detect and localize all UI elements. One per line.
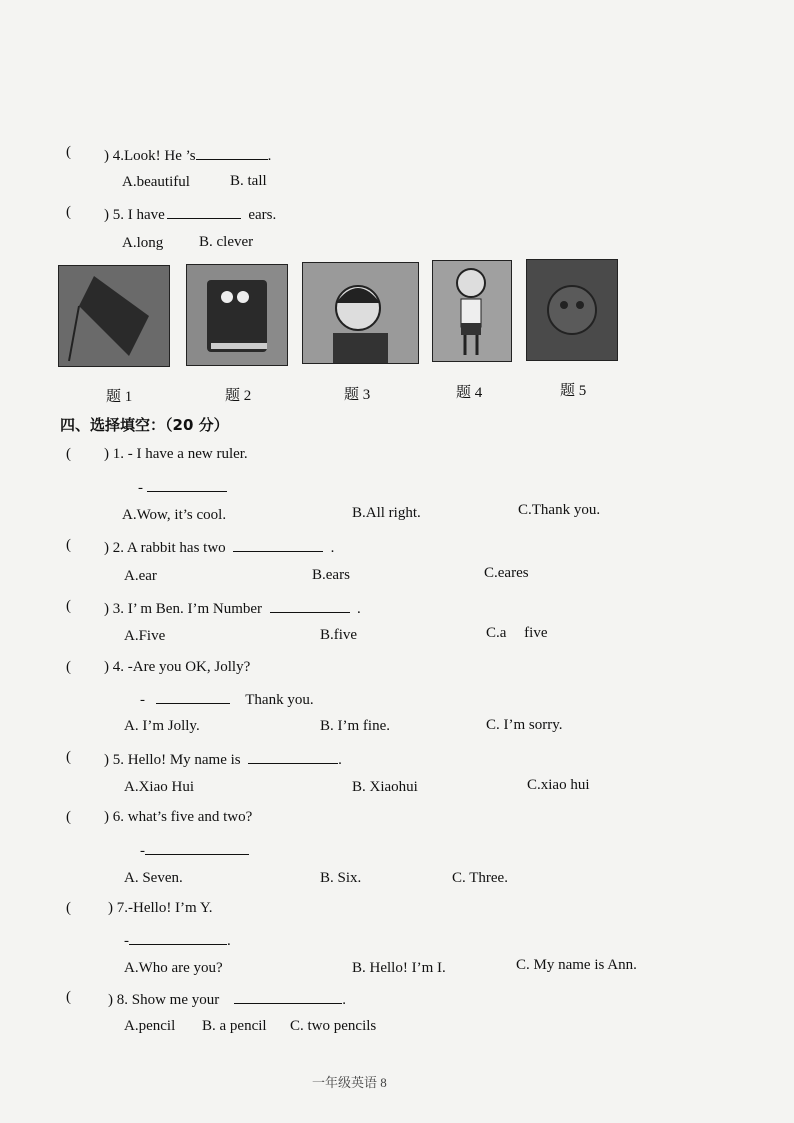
reply-line — [124, 930, 231, 950]
question-p3-4 — [104, 145, 271, 165]
picture-2-book — [186, 264, 288, 366]
reply-line — [140, 689, 314, 709]
option-c: C. I’m sorry. — [486, 717, 563, 733]
question-4-3 — [104, 598, 361, 618]
question-4-2 — [104, 537, 334, 557]
option-c: C.xiao hui — [527, 777, 590, 793]
punct: . — [338, 752, 342, 768]
question-text: ) 5. Hello! My name is — [104, 752, 241, 768]
caption-2: 题 2 — [225, 388, 252, 404]
dash: - — [140, 692, 145, 708]
answer-paren: ( — [66, 809, 71, 825]
option-b: B. clever — [199, 234, 254, 250]
question-4-5 — [104, 749, 342, 769]
question-text: ) 5. I have — [104, 207, 165, 223]
reply-line — [138, 477, 227, 497]
punct: . — [227, 933, 231, 949]
answer-blank[interactable] — [270, 598, 350, 613]
option-c: C. Three. — [452, 870, 508, 886]
question-4-1: ) 1. - I have a new ruler. — [104, 446, 248, 462]
page-footer: 一年级英语 8 — [312, 1075, 387, 1090]
answer-blank[interactable] — [248, 749, 338, 764]
option-c: C. two pencils — [290, 1018, 377, 1034]
caption-1: 题 1 — [106, 389, 133, 405]
answer-paren: ( — [66, 537, 71, 553]
answer-paren: ( — [66, 989, 71, 1005]
answer-paren: ( — [66, 900, 71, 916]
dash: - — [124, 933, 129, 949]
option-b: B. I’m fine. — [320, 718, 390, 734]
option-a: A.long — [122, 235, 164, 251]
answer-paren: ( — [66, 144, 71, 160]
option-c: C. My name is Ann. — [516, 957, 637, 973]
question-text: ) 2. A rabbit has two — [104, 540, 226, 556]
answer-blank[interactable] — [234, 989, 342, 1004]
question-tail: ears. — [248, 207, 277, 223]
option-a: A.Wow, it’s cool. — [122, 507, 227, 523]
caption-5: 题 5 — [560, 383, 587, 399]
picture-4-boy — [432, 260, 512, 362]
caption-3: 题 3 — [344, 387, 371, 403]
answer-paren: ( — [66, 749, 71, 765]
answer-paren: ( — [66, 446, 71, 462]
option-c: C.Thank you. — [518, 502, 601, 518]
answer-blank[interactable] — [167, 204, 241, 219]
option-b: B. Xiaohui — [352, 779, 418, 795]
option-a: A.Who are you? — [124, 960, 223, 976]
option-b: B.All right. — [352, 505, 421, 521]
punct: . — [342, 992, 346, 1008]
option-a: A.beautiful — [122, 174, 190, 190]
answer-paren: ( — [66, 659, 71, 675]
option-b: B. Six. — [320, 870, 362, 886]
question-4-4: ) 4. -Are you OK, Jolly? — [104, 659, 251, 675]
option-b: B.ears — [312, 567, 350, 583]
option-a: A. I’m Jolly. — [124, 718, 200, 734]
option-b: B.five — [320, 627, 358, 643]
question-4-7: ) 7.-Hello! I’m Y. — [108, 900, 213, 916]
answer-paren: ( — [66, 204, 71, 220]
answer-blank[interactable] — [233, 537, 323, 552]
option-a: A.pencil — [124, 1018, 176, 1034]
caption-4: 题 4 — [456, 385, 483, 401]
dash: - — [138, 480, 143, 496]
answer-blank[interactable] — [147, 477, 227, 492]
answer-blank[interactable] — [156, 689, 230, 704]
answer-blank[interactable] — [196, 145, 268, 160]
question-text: ) 4.Look! He ’s — [104, 148, 196, 164]
option-c: C.eares — [484, 565, 529, 581]
question-4-6: ) 6. what’s five and two? — [104, 809, 253, 825]
picture-3-girl — [302, 262, 419, 364]
option-b: B. tall — [230, 173, 267, 189]
question-p3-5 — [104, 204, 276, 224]
option-b: B. Hello! I’m I. — [352, 960, 446, 976]
reply-line — [140, 840, 249, 860]
question-text: ) 3. I’ m Ben. I’m Number — [104, 601, 263, 617]
question-4-8 — [108, 989, 346, 1009]
option-a: A.Five — [124, 628, 166, 644]
punct: . — [357, 601, 361, 617]
question-text: ) 8. Show me your — [108, 992, 220, 1008]
answer-blank[interactable] — [145, 840, 249, 855]
section-title: 四、选择填空：（20 分） — [60, 416, 229, 434]
picture-5-face — [526, 259, 618, 361]
punct: . — [267, 148, 272, 164]
option-a: A.ear — [124, 568, 157, 584]
answer-paren: ( — [66, 598, 71, 614]
answer-blank[interactable] — [129, 930, 227, 945]
option-c: C.a five — [486, 625, 548, 641]
option-b: B. a pencil — [202, 1018, 267, 1034]
picture-1-kite — [58, 265, 170, 367]
dash: - — [140, 843, 145, 859]
option-a: A. Seven. — [124, 870, 183, 886]
option-a: A.Xiao Hui — [124, 779, 194, 795]
reply-text: Thank you. — [245, 692, 314, 708]
punct: . — [330, 540, 335, 556]
